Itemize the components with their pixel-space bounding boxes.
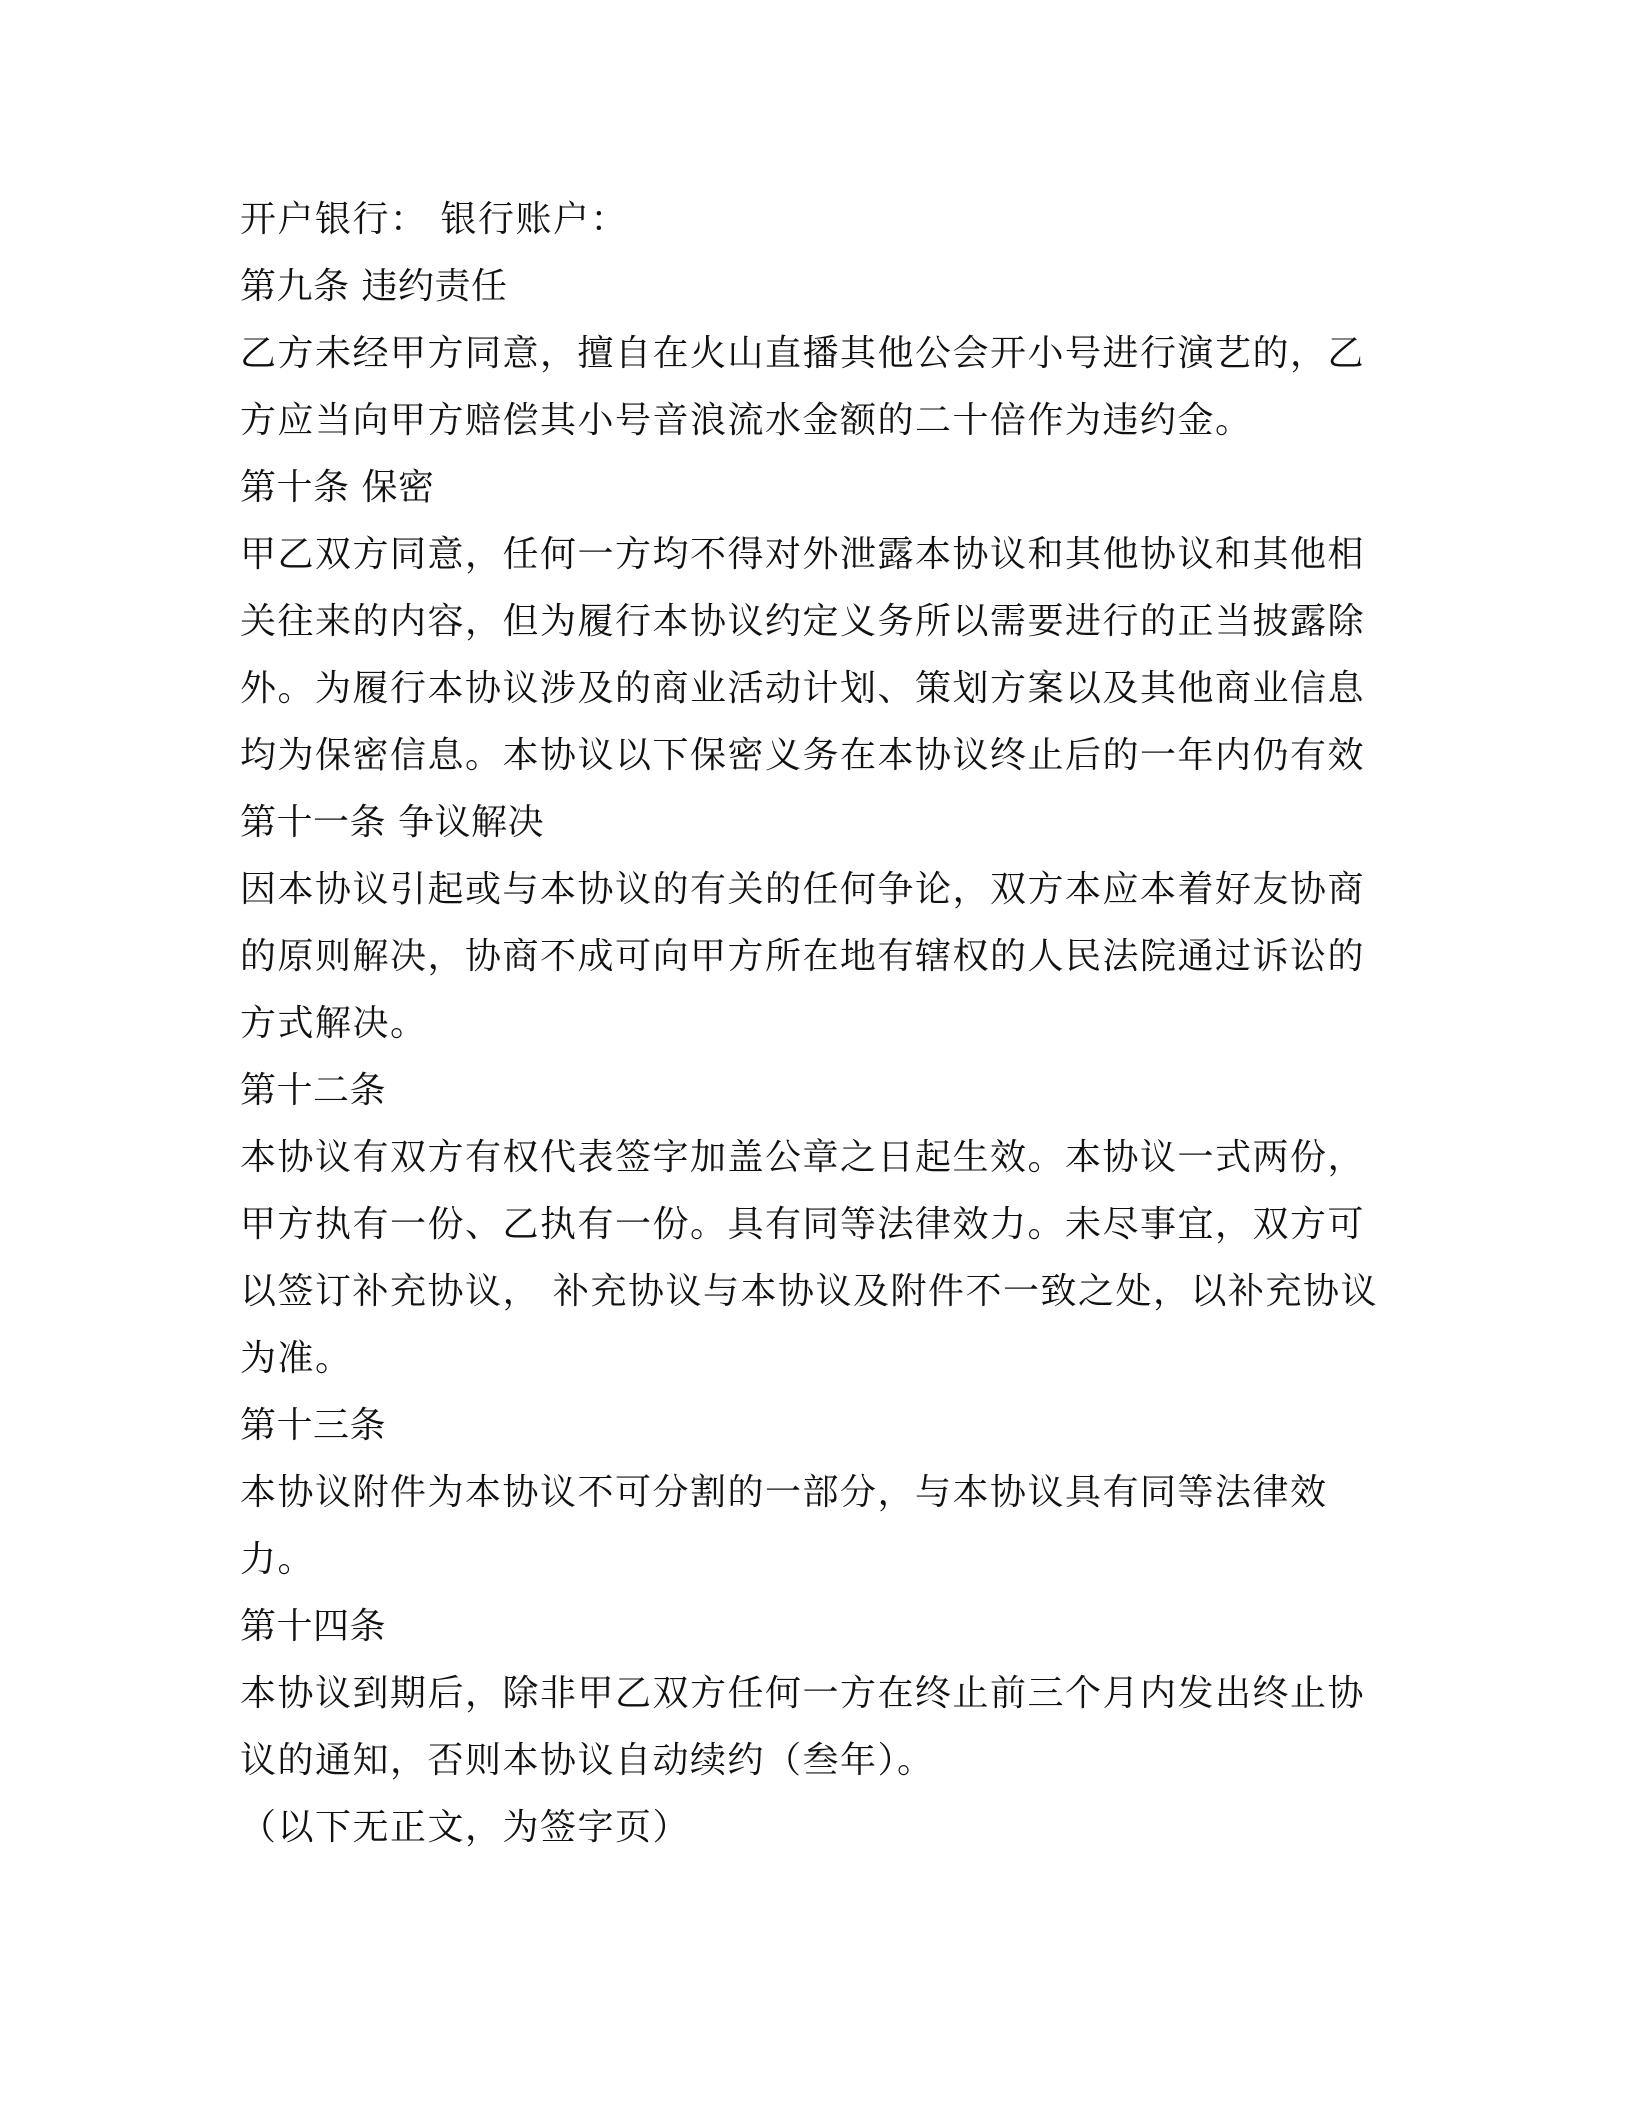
document-body	[240, 186, 1400, 1861]
article-11-text-line-2: 的原则解决，协商不成可向甲方所在地有辖权的人民法院通过诉讼的	[240, 936, 1366, 977]
article-12-text-line-4: 为准。	[240, 1338, 353, 1379]
article-9-heading: 第九条 违约责任	[240, 266, 508, 307]
bank-info-line: 开户银行： 银行账户：	[240, 199, 628, 240]
article-11-text-line-1: 因本协议引起或与本协议的有关的任何争论，双方本应本着好友协商	[240, 869, 1366, 910]
article-12-text-line-1: 本协议有双方有权代表签字加盖公章之日起生效。本协议一式两份，	[240, 1137, 1366, 1178]
article-14-heading: 第十四条	[240, 1606, 387, 1647]
no-more-text-note: （以下无正文，为签字页）	[240, 1807, 691, 1848]
article-11-text-line-3: 方式解决。	[240, 1003, 428, 1044]
article-10-heading: 第十条 保密	[240, 467, 435, 508]
article-10-text-line-2: 关往来的内容，但为履行本协议约定义务所以需要进行的正当披露除	[240, 601, 1366, 642]
article-13-heading: 第十三条	[240, 1405, 387, 1446]
article-9-text-line-1: 乙方未经甲方同意，擅自在火山直播其他公会开小号进行演艺的，乙	[240, 333, 1366, 374]
article-11-heading: 第十一条 争议解决	[240, 802, 544, 843]
article-12-text-line-3: 以签订补充协议， 补充协议与本协议及附件不一致之处，以补充协议	[240, 1271, 1378, 1312]
article-12-heading: 第十二条	[240, 1070, 387, 1111]
article-13-text-line-2: 力。	[240, 1539, 316, 1580]
article-10-text-line-3: 外。为履行本协议涉及的商业活动计划、策划方案以及其他商业信息	[240, 668, 1366, 709]
article-10-text-line-1: 甲乙双方同意，任何一方均不得对外泄露本协议和其他协议和其他相	[240, 534, 1366, 575]
article-14-text-line-2: 议的通知，否则本协议自动续约（叁年）。	[240, 1740, 935, 1781]
article-9-text-line-2: 方应当向甲方赔偿其小号音浪流水金额的二十倍作为违约金。	[240, 400, 1253, 441]
article-10-text-line-4: 均为保密信息。本协议以下保密义务在本协议终止后的一年内仍有效	[240, 735, 1366, 776]
article-13-text-line-1: 本协议附件为本协议不可分割的一部分，与本协议具有同等法律效	[240, 1472, 1328, 1513]
article-12-text-line-2: 甲方执有一份、乙执有一份。具有同等法律效力。未尽事宜，双方可	[240, 1204, 1366, 1245]
article-14-text-line-1: 本协议到期后，除非甲乙双方任何一方在终止前三个月内发出终止协	[240, 1673, 1366, 1714]
